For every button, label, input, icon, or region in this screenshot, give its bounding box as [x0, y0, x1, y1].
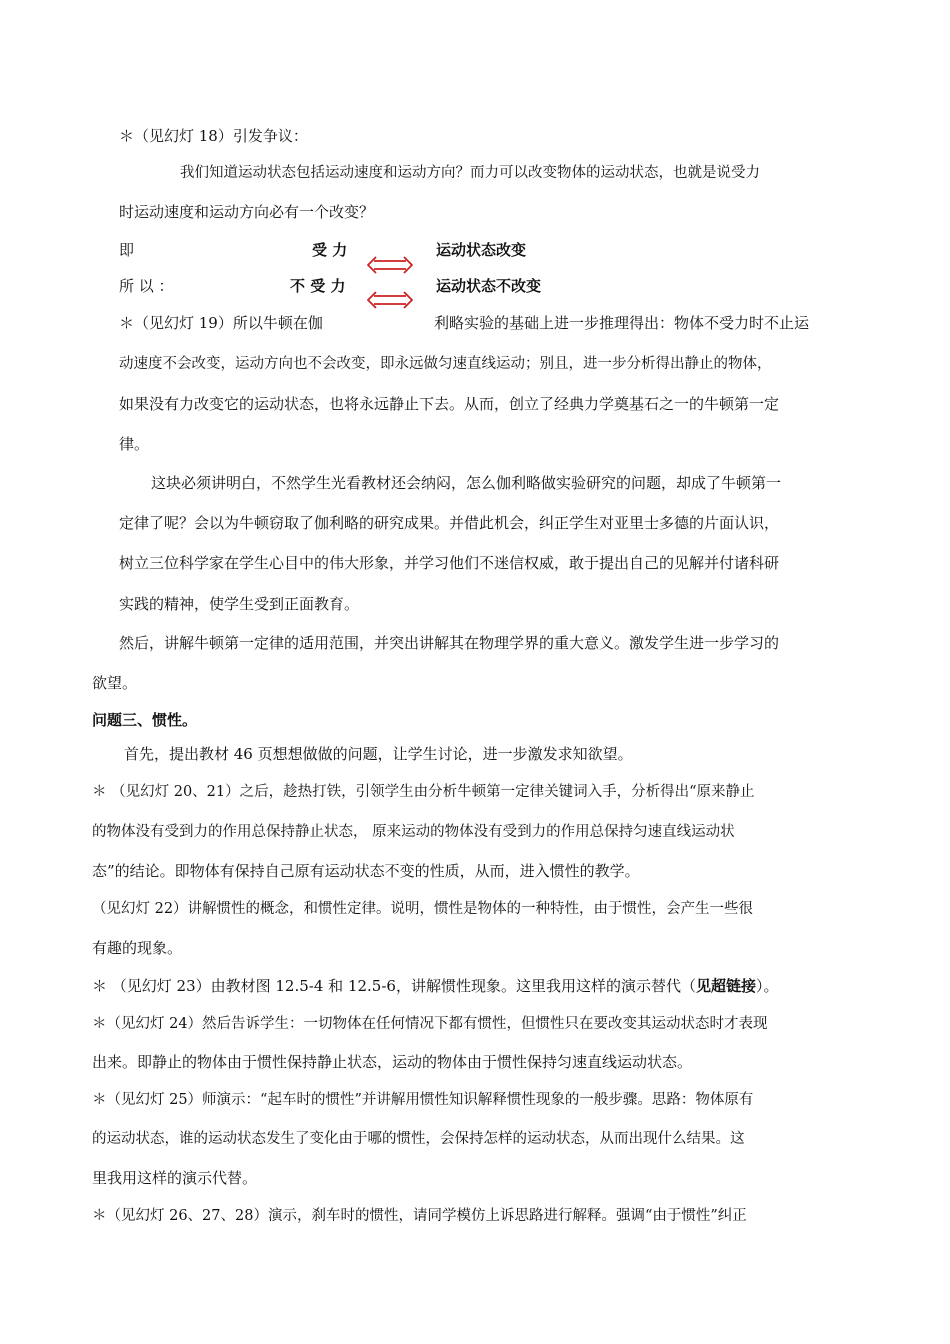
paragraph-line: 出来。即静止的物体由于惯性保持静止状态，运动的物体由于惯性保持匀速直线运动状态。 [92, 1053, 693, 1071]
paragraph-line: 欲望。 [92, 674, 138, 692]
paragraph-line: （见幻灯 22）讲解惯性的概念，和惯性定律。说明，惯性是物体的一种特性，由于惯性，会产生一些很 [92, 901, 754, 917]
paragraph-line: 的运动状态，谁的运动状态发生了变化由于哪的惯性，会保持怎样的运动状态，从而出现什么结果。这 [92, 1131, 745, 1147]
paragraph-text: ）。 [755, 977, 779, 995]
section-heading: 问题三、惯性。 [92, 711, 198, 729]
relation-right-term: 运动状态不改变 [436, 277, 542, 295]
paragraph-text: ＊ （见幻灯 23）由教材图 12.5-4 和 12.5-6，讲解惯性现象。这里我用这样的演示替代（ [92, 977, 696, 995]
paragraph-line: ＊ （见幻灯 20、21）之后，趁热打铁，引领学生由分析牛顿第一定律关键词入手，分析得出“原来静止 [92, 784, 755, 800]
paragraph-line: 我们知道运动状态包括运动速度和运动方向？而力可以改变物体的运动状态，也就是说受力 [180, 165, 760, 181]
relation-prefix: 所 以 ： [119, 277, 174, 295]
paragraph-line: 有趣的现象。 [92, 939, 183, 957]
paragraph-line: 如果没有力改变它的运动状态，也将永远静止下去。从而，创立了经典力学奠基石之一的牛顿第一定 [119, 395, 780, 413]
relation-prefix: 即 [119, 241, 135, 259]
paragraph-line: ＊（见幻灯 26、27、28）演示，刹车时的惯性，请同学模仿上诉思路进行解释。强调“由于惯性”纠正 [92, 1208, 747, 1224]
paragraph-line: 实践的精神，使学生受到正面教育。 [119, 595, 360, 613]
paragraph-line: 这块必须讲明白，不然学生光看教材还会纳闷，怎么伽利略做实验研究的问题，却成了牛顿第一 [151, 474, 782, 492]
double-arrow-icon [366, 291, 414, 309]
paragraph-line: ＊（见幻灯 19）所以牛顿在伽 [119, 314, 323, 332]
paragraph-line: 时运动速度和运动方向必有一个改变？ [119, 203, 375, 221]
relation-left-term: 受 力 [312, 241, 348, 259]
paragraph-line: 利略实验的基础上进一步推理得出：物体不受力时不止运 [434, 314, 810, 332]
relation-right-term: 运动状态改变 [436, 241, 527, 259]
paragraph-line: 态”的结论。即物体有保持自己原有运动状态不变的性质，从而，进入惯性的教学。 [92, 862, 640, 880]
paragraph-line: 的物体没有受到力的作用总保持静止状态， 原来运动的物体没有受到力的作用总保持匀速直线运动状 [92, 824, 735, 840]
paragraph-line: 然后，讲解牛顿第一定律的适用范围，并突出讲解其在物理学界的重大意义。激发学生进一步学习的 [119, 634, 780, 652]
relation-left-term: 不 受 力 [290, 277, 346, 295]
hyperlink-reference[interactable]: 见超链接 [695, 977, 756, 995]
double-arrow-icon [366, 256, 414, 274]
paragraph-line [92, 976, 778, 996]
paragraph-line: ＊（见幻灯 25）师演示：“起车时的惯性”并讲解用惯性知识解释惯性现象的一般步骤。思路：物体原有 [92, 1092, 754, 1108]
paragraph-line: 树立三位科学家在学生心目中的伟大形象，并学习他们不迷信权威，敢于提出自己的见解并付诸科研 [119, 554, 780, 572]
paragraph-line: 定律了呢？会以为牛顿窃取了伽利略的研究成果。并借此机会，纠正学生对亚里士多德的片面认识， [119, 514, 780, 532]
paragraph-line: 首先，提出教材 46 页想想做做的问题，让学生讨论，进一步激发求知欲望。 [124, 745, 633, 763]
paragraph-line: 律。 [119, 435, 150, 453]
paragraph-line: 里我用这样的演示代替。 [92, 1169, 258, 1187]
paragraph-line: ＊（见幻灯 18）引发争议： [119, 127, 308, 145]
paragraph-line: ＊（见幻灯 24）然后告诉学生：一切物体在任何情况下都有惯性，但惯性只在要改变其运动状态时才表现 [92, 1016, 768, 1032]
paragraph-line: 动速度不会改变，运动方向也不会改变，即永远做匀速直线运动；别且，进一步分析得出静止的物体， [119, 356, 772, 372]
